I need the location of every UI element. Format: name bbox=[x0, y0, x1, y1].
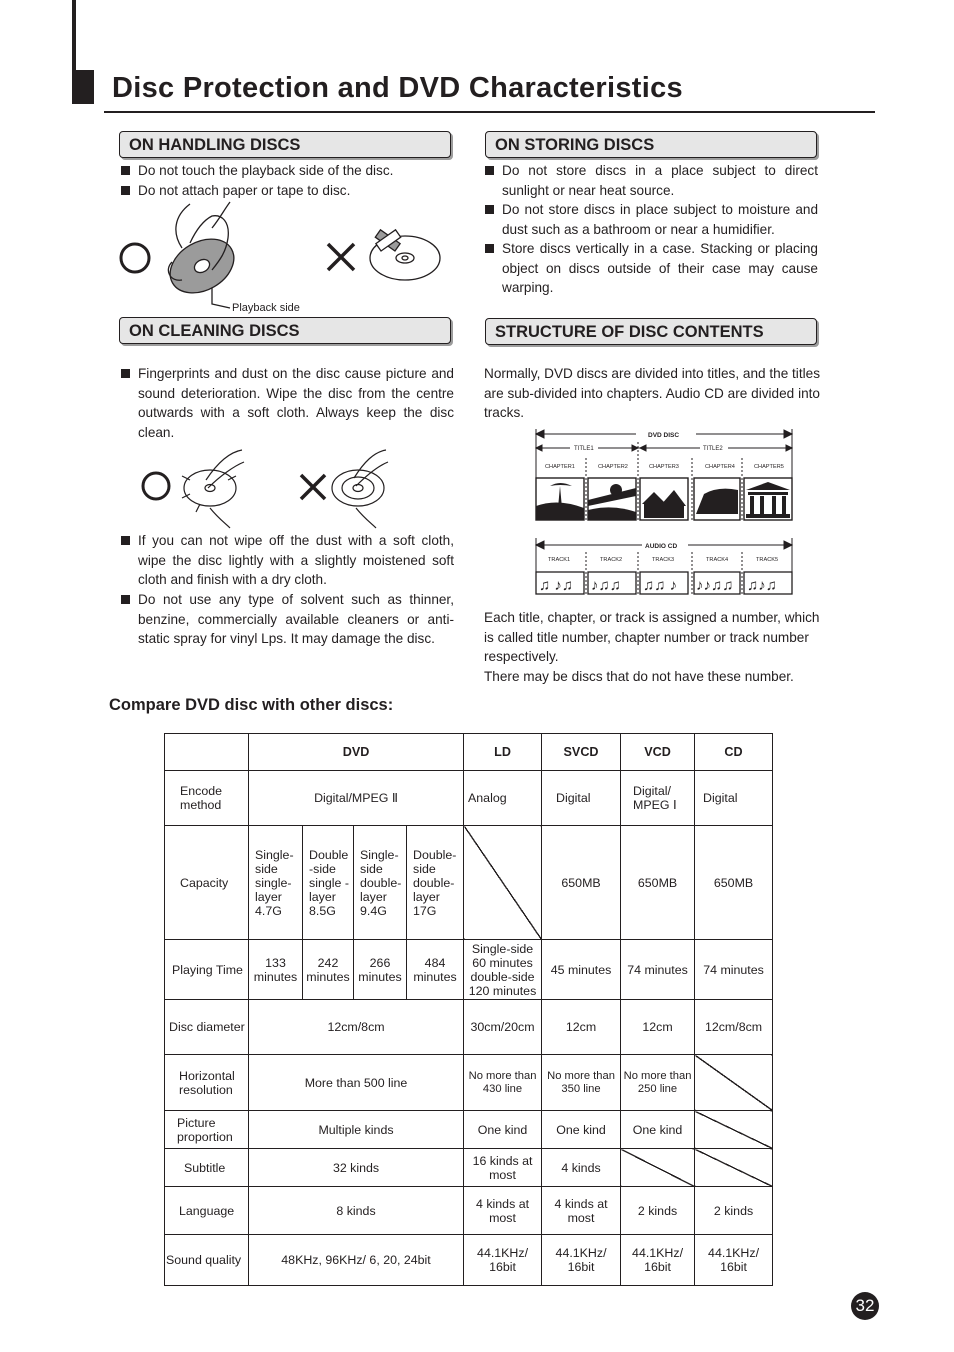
table-cell: 8 kinds bbox=[249, 1187, 464, 1235]
table-cell: 650MB bbox=[621, 826, 695, 940]
table-cell: 2 kinds bbox=[621, 1187, 695, 1235]
table-cell: One kind bbox=[464, 1111, 542, 1149]
table-cell: Digital bbox=[542, 771, 621, 826]
title-rule bbox=[104, 111, 875, 113]
ok-circle-icon bbox=[121, 244, 149, 272]
row-label-resolution: Horizontal resolution bbox=[165, 1055, 249, 1111]
header-blank-cell bbox=[165, 734, 249, 771]
table-cell: No more than 250 line bbox=[621, 1055, 695, 1111]
table-cell: 650MB bbox=[542, 826, 621, 940]
table-cell: 133 minutes bbox=[249, 940, 303, 1000]
cleaning-illustration bbox=[130, 442, 400, 532]
table-cell: 74 minutes bbox=[621, 940, 695, 1000]
taped-disc-icon bbox=[370, 230, 440, 280]
handling-bullet-2: Do not attach paper or tape to disc. bbox=[138, 181, 458, 201]
cleaning-heading: ON CLEANING DISCS bbox=[119, 317, 451, 344]
table-cell: No more than 350 line bbox=[542, 1055, 621, 1111]
table-row bbox=[165, 1000, 773, 1055]
header-vcd: VCD bbox=[621, 734, 695, 771]
table-cell: 242 minutes bbox=[303, 940, 354, 1000]
row-label-proportion: Picture proportion bbox=[165, 1111, 249, 1149]
table-cell: 4 kinds at most bbox=[542, 1187, 621, 1235]
empty-cell-slash bbox=[695, 1055, 773, 1111]
row-label-diameter: Disc diameter bbox=[165, 1000, 249, 1055]
svg-text:♫ ♪♫: ♫ ♪♫ bbox=[539, 577, 574, 594]
chapter-label-2: CHAPTER2 bbox=[598, 464, 628, 470]
table-row bbox=[165, 1235, 773, 1286]
row-label-subtitle: Subtitle bbox=[165, 1149, 249, 1187]
svg-text:♫♫ ♪: ♫♫ ♪ bbox=[643, 577, 678, 594]
table-row bbox=[165, 1149, 773, 1187]
page-title: Disc Protection and DVD Characteristics bbox=[112, 72, 683, 104]
table-cell: More than 500 line bbox=[249, 1055, 464, 1111]
table-cell: Double -side single -layer 8.5G bbox=[303, 826, 354, 940]
cleaning-bullet-1: Fingerprints and dust on the disc cause picture and sound deterioration. Wipe the disc from the centre outwards with a soft cloth. Always keep the disc clean. bbox=[138, 364, 454, 442]
table-cell: Digital bbox=[695, 771, 773, 826]
structure-intro: Normally, DVD discs are divided into titles, and the titles are sub-divided into chapters. Audio CD are divided into tracks. bbox=[484, 366, 820, 420]
table-cell: Single-side 60 minutes double-side 120 minutes bbox=[464, 940, 542, 1000]
row-label-capacity: Capacity bbox=[165, 826, 249, 940]
table-cell: 45 minutes bbox=[542, 940, 621, 1000]
chapter-label-1: CHAPTER1 bbox=[545, 464, 575, 470]
table-row bbox=[165, 771, 773, 826]
table-row bbox=[165, 1187, 773, 1235]
empty-cell-slash bbox=[695, 1149, 773, 1187]
table-cell: 48KHz, 96KHz/ 6, 20, 24bit bbox=[249, 1235, 464, 1286]
title-label-1: TITLE1 bbox=[574, 446, 594, 452]
audio-cd-label: AUDIO CD bbox=[645, 543, 678, 550]
handling-heading: ON HANDLING DISCS bbox=[119, 131, 451, 158]
not-ok-cross-icon bbox=[328, 244, 354, 270]
table-cell: 650MB bbox=[695, 826, 773, 940]
wipe-circular-icon bbox=[332, 450, 388, 528]
table-cell: 44.1KHz/ 16bit bbox=[464, 1235, 542, 1286]
table-row bbox=[165, 1055, 773, 1111]
table-cell: 44.1KHz/ 16bit bbox=[542, 1235, 621, 1286]
track-label-4: TRACK4 bbox=[706, 557, 729, 563]
table-cell: 16 kinds at most bbox=[464, 1149, 542, 1187]
page-number: 32 bbox=[851, 1292, 879, 1320]
table-cell: Single- side single- layer 4.7G bbox=[249, 826, 303, 940]
empty-cell-slash bbox=[621, 1149, 695, 1187]
storing-heading: ON STORING DISCS bbox=[485, 131, 817, 158]
table-row bbox=[165, 1111, 773, 1149]
storing-bullet-3: Store discs vertically in a case. Stacking or placing object on discs outside of their case may cause warping. bbox=[502, 239, 818, 298]
table-cell: 484 minutes bbox=[407, 940, 464, 1000]
handling-illustration bbox=[112, 198, 452, 316]
track-label-3: TRACK3 bbox=[652, 557, 675, 563]
chapter-label-3: CHAPTER3 bbox=[649, 464, 679, 470]
header-svcd: SVCD bbox=[542, 734, 621, 771]
table-cell: No more than 430 line bbox=[464, 1055, 542, 1111]
handling-bullet-1: Do not touch the playback side of the disc. bbox=[138, 161, 458, 181]
table-cell: 4 kinds bbox=[542, 1149, 621, 1187]
track-label-2: TRACK2 bbox=[600, 557, 623, 563]
dvd-disc-label: DVD DISC bbox=[648, 432, 680, 439]
cleaning-bullet-3: Do not use any type of solvent such as thinner, benzine, commercially available cleaners or anti-static spray for vinyl Lps. It may damage the disc. bbox=[138, 590, 454, 649]
table-cell: 266 minutes bbox=[354, 940, 407, 1000]
cleaning-bullet-2: If you can not wipe off the dust with a soft cloth, wipe the disc lightly with a slightly moistened soft cloth and finish with a dry cloth. bbox=[138, 531, 454, 590]
table-cell: 12cm/8cm bbox=[249, 1000, 464, 1055]
table-cell: Multiple kinds bbox=[249, 1111, 464, 1149]
table-row bbox=[165, 826, 773, 940]
structure-outro-2: There may be discs that do not have these number. bbox=[484, 669, 794, 684]
table-cell: 12cm bbox=[542, 1000, 621, 1055]
table-cell: 32 kinds bbox=[249, 1149, 464, 1187]
table-cell: 12cm/8cm bbox=[695, 1000, 773, 1055]
chapter-label-4: CHAPTER4 bbox=[705, 464, 735, 470]
table-cell: 44.1KHz/ 16bit bbox=[621, 1235, 695, 1286]
empty-cell-slash bbox=[464, 826, 542, 940]
disc-structure-diagram bbox=[528, 424, 798, 602]
track-label-5: TRACK5 bbox=[756, 557, 779, 563]
structure-heading: STRUCTURE OF DISC CONTENTS bbox=[485, 318, 817, 345]
side-block-decoration bbox=[72, 70, 94, 104]
table-cell: Double- side double- layer 17G bbox=[407, 826, 464, 940]
table-header-row bbox=[165, 734, 773, 771]
title-label-2: TITLE2 bbox=[703, 446, 723, 452]
header-ld: LD bbox=[464, 734, 542, 771]
table-cell: 4 kinds at most bbox=[464, 1187, 542, 1235]
row-label-playing: Playing Time bbox=[165, 940, 249, 1000]
storing-bullet-2: Do not store discs in place subject to moisture and dust such as a bathroom or near a humidifier. bbox=[502, 200, 818, 239]
row-label-encode: Encode method bbox=[165, 771, 249, 826]
svg-text:♪♪♫♫: ♪♪♫♫ bbox=[696, 577, 734, 594]
chapter-label-5: CHAPTER5 bbox=[754, 464, 784, 470]
table-cell: One kind bbox=[621, 1111, 695, 1149]
table-cell: One kind bbox=[542, 1111, 621, 1149]
table-cell: Single- side double- layer 9.4G bbox=[354, 826, 407, 940]
table-row bbox=[165, 940, 773, 1000]
structure-outro-1: Each title, chapter, or track is assigned a number, which is called title number, chapter number or track number respectively. bbox=[484, 610, 820, 664]
hand-holding-disc-icon bbox=[161, 202, 244, 308]
playback-side-label: Playback side bbox=[232, 302, 300, 314]
table-cell: 2 kinds bbox=[695, 1187, 773, 1235]
row-label-sound: Sound quality bbox=[165, 1235, 249, 1286]
track-label-1: TRACK1 bbox=[548, 557, 571, 563]
table-cell: 74 minutes bbox=[695, 940, 773, 1000]
compare-heading: Compare DVD disc with other discs: bbox=[109, 696, 394, 714]
not-ok-cross-icon bbox=[301, 475, 325, 499]
table-cell: 30cm/20cm bbox=[464, 1000, 542, 1055]
header-cd: CD bbox=[695, 734, 773, 771]
table-cell: Digital/ MPEG Ⅰ bbox=[621, 771, 695, 826]
wipe-outwards-icon bbox=[182, 450, 244, 528]
svg-text:♫♪♫: ♫♪♫ bbox=[747, 577, 777, 594]
row-label-language: Language bbox=[165, 1187, 249, 1235]
svg-text:♪♫♫: ♪♫♫ bbox=[591, 577, 621, 594]
ok-circle-icon bbox=[143, 473, 169, 499]
disc-comparison-table bbox=[164, 733, 773, 1286]
table-cell: 44.1KHz/ 16bit bbox=[695, 1235, 773, 1286]
empty-cell-slash bbox=[695, 1111, 773, 1149]
table-cell: 12cm bbox=[621, 1000, 695, 1055]
table-cell: Digital/MPEG Ⅱ bbox=[249, 771, 464, 826]
header-dvd: DVD bbox=[249, 734, 464, 771]
table-cell: Analog bbox=[464, 771, 542, 826]
storing-bullet-1: Do not store discs in a place subject to direct sunlight or near heat source. bbox=[502, 161, 818, 200]
